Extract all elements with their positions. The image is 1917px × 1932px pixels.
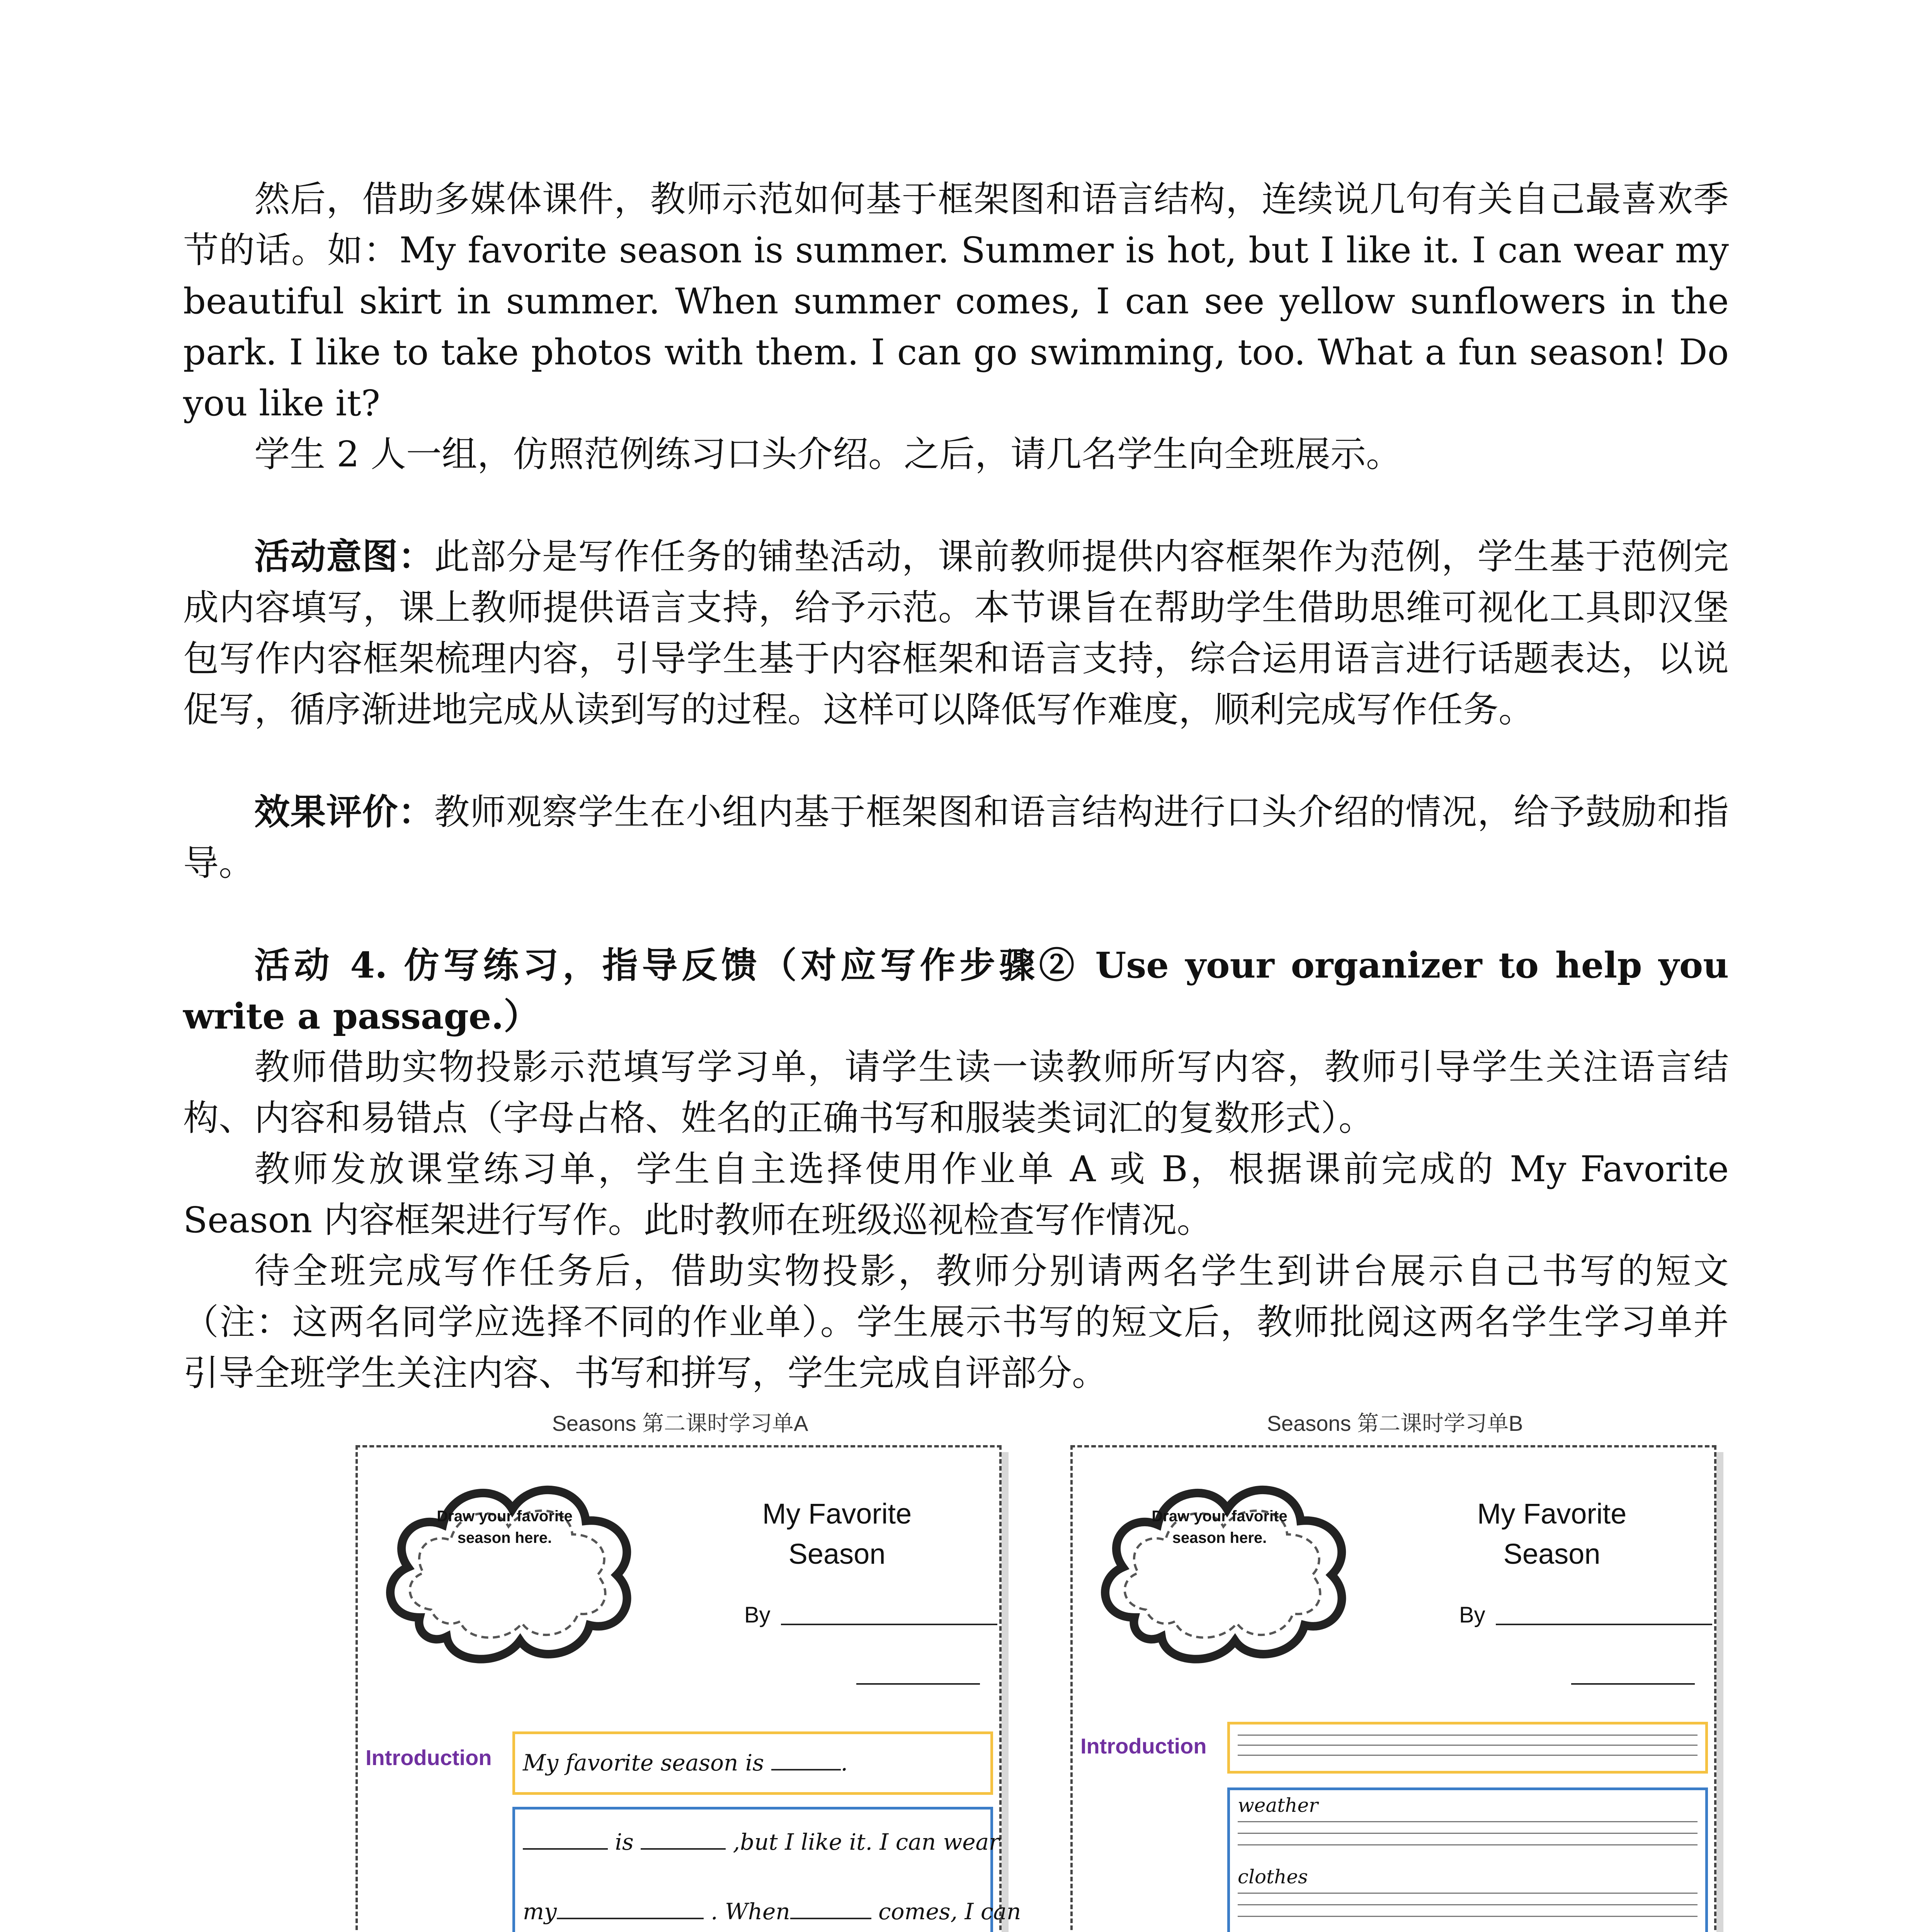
cloud-prompt: Draw your favorite season here. bbox=[437, 1508, 573, 1546]
activity-intent-text: 此部分是写作任务的铺垫活动，课前教师提供内容框架作为范例，学生基于范例完成内容填写，课上教师提供语言支持，给予示范。本节课旨在帮助学生借助思维可视化工具即汉堡包写作内容框架梳理内容，引导学生基于内容框架和语言支持，综合运用语言进行话题表达，以说促写，循序渐进地完成从读到写的过程。这样可以降低写作难度，顺利完成写作任务。 bbox=[183, 536, 1729, 730]
paragraph-demo: 然后，借助多媒体课件，教师示范如何基于框架图和语言结构，连续说几句有关自己最喜欢季节的话。如：My favorite season is summer. Summer is hot, but I like it. I can wear my beautiful skirt in summer. When summer comes, I can see yellow sunflowers in the park. I like to take photos with them. I can go swimming, too. What a fun season! Do you like it? bbox=[183, 179, 1729, 424]
worksheet-b-title: Seasons 第二课时学习单B bbox=[1267, 1411, 1523, 1435]
cloud-icon bbox=[1088, 1463, 1359, 1679]
class-line[interactable] bbox=[1571, 1683, 1695, 1685]
worksheet-a-title: Seasons 第二课时学习单A bbox=[552, 1411, 808, 1435]
activity-4-heading: 活动 4. 仿写练习，指导反馈（对应写作步骤② Use your organizer to help you write a passage.） bbox=[183, 944, 1729, 1037]
worksheet-a bbox=[356, 1406, 1021, 1932]
class-line[interactable] bbox=[856, 1683, 980, 1685]
category-clothes: clothes bbox=[1238, 1866, 1308, 1888]
paragraph-effect-evaluation bbox=[183, 786, 1729, 889]
activity-intent-label: 活动意图： bbox=[254, 536, 434, 577]
effect-evaluation-text: 教师观察学生在小组内基于框架图和语言结构进行口头介绍的情况，给予鼓励和指导。 bbox=[183, 791, 1729, 884]
name-line[interactable] bbox=[1496, 1624, 1712, 1625]
name-line[interactable] bbox=[781, 1624, 997, 1625]
article-body bbox=[183, 174, 1729, 1399]
paragraph-showcase: 待全班完成写作任务后，借助实物投影，教师分别请两名学生到讲台展示自己书写的短文（注：这两名同学应选择不同的作业单）。学生展示书写的短文后，教师批阅这两名学生学习单并引导全班学生关注内容、书写和拼写，学生完成自评部分。 bbox=[183, 1250, 1729, 1394]
worksheet-heading: My Favorite Season bbox=[1477, 1498, 1627, 1570]
cloud-prompt: Draw your favorite season here. bbox=[1152, 1508, 1288, 1546]
category-weather: weather bbox=[1238, 1794, 1318, 1816]
worksheet-b-frame bbox=[1070, 1445, 1716, 1932]
worksheet-heading: My Favorite Season bbox=[762, 1498, 912, 1570]
paragraph-pair-practice: 学生 2 人一组，仿照范例练习口头介绍。之后，请几名学生向全班展示。 bbox=[254, 434, 1402, 475]
paragraph-teacher-demo: 教师借助实物投影示范填写学习单，请学生读一读教师所写内容，教师引导学生关注语言结构、内容和易错点（字母占格、姓名的正确书写和服装类词汇的复数形式）。 bbox=[183, 1046, 1729, 1139]
body-box[interactable]: is ,but I like it. I can wear my . When comes, I can bbox=[512, 1807, 993, 1932]
worksheet-b bbox=[1070, 1406, 1720, 1932]
introduction-label: Introduction bbox=[366, 1745, 492, 1770]
by-label: By bbox=[1459, 1602, 1485, 1628]
introduction-box[interactable]: My favorite season is . bbox=[512, 1731, 993, 1795]
cloud-icon bbox=[373, 1463, 644, 1679]
introduction-label: Introduction bbox=[1080, 1734, 1207, 1758]
paragraph-activity-intent bbox=[183, 531, 1729, 735]
paragraph-worksheet-choice: 教师发放课堂练习单，学生自主选择使用作业单 A 或 B，根据课前完成的 My Favorite Season 内容框架进行写作。此时教师在班级巡视检查写作情况。 bbox=[183, 1148, 1729, 1241]
worksheet-a-frame bbox=[356, 1445, 1021, 1932]
effect-evaluation-label: 效果评价： bbox=[254, 791, 434, 833]
introduction-box[interactable] bbox=[1227, 1722, 1708, 1774]
body-box[interactable] bbox=[1227, 1787, 1708, 1932]
by-label: By bbox=[744, 1602, 771, 1628]
